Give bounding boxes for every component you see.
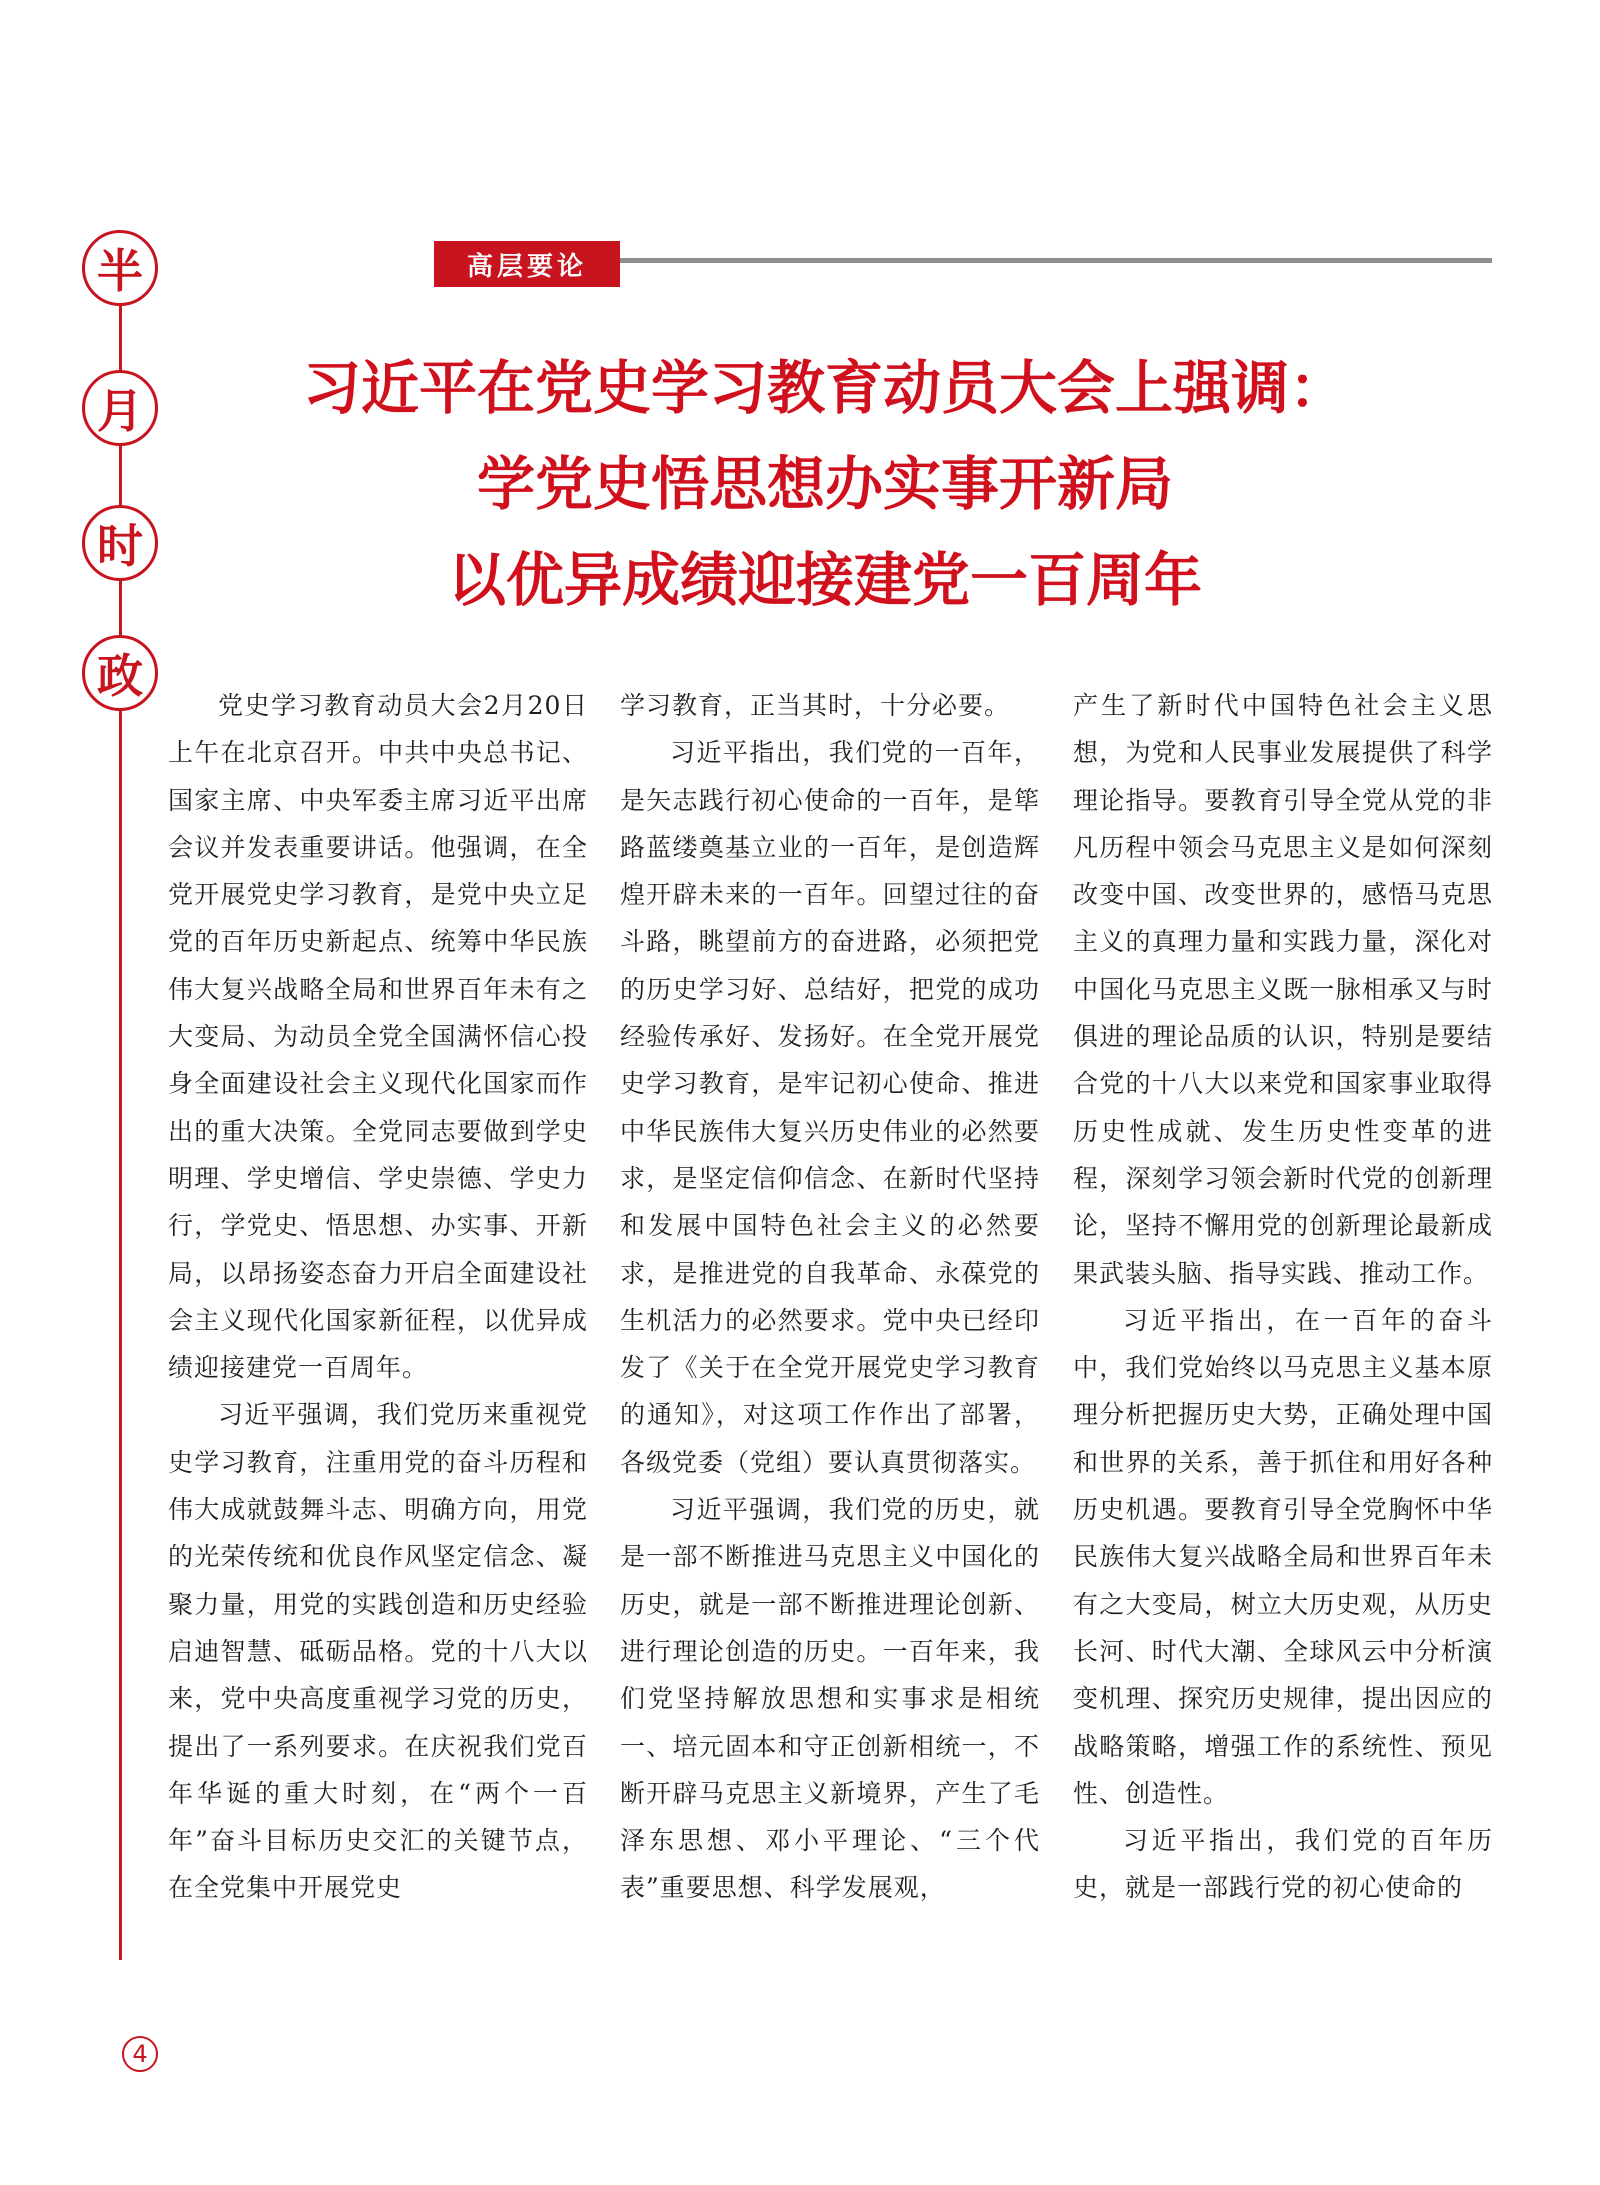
title-line-2: 学党史悟思想办实事开新局 [476,450,1173,518]
paragraph-continued: 学习教育，正当其时，十分必要。 [620,691,1011,720]
section-tag-rule [620,258,1492,263]
title-line-1: 习近平在党史学习教育动员大会上强调： [302,354,1347,422]
title-line-3: 以优异成绩迎接建党一百周年 [447,546,1202,614]
article-title [160,340,1490,628]
paragraph: 党史学习教育动员大会2月20日上午在北京召开。中共中央总书记、国家主席、中央军委主席习近平出席会议并发表重要讲话。他强调，在全党开展党史学习教育，是党中央立足党的百年历史新起点、统筹中华民族伟大复兴战略全局和世界百年未有之大变局、为动员全党全国满怀信心投身全面建设社会主义现代化国家而作出的重大决策。全党同志要做到学史明理、学史增信、学史崇德、学史力行，学党史、悟思想、办实事、开新局，以昂扬姿态奋力开启全面建设社会主义现代化国家新征程，以优异成绩迎接建党一百周年。 [168,691,588,1383]
paragraph-continued: 产生了新时代中国特色社会主义思想，为党和人民事业发展提供了科学理论指导。要教育引导全党从党的非凡历程中领会马克思主义是如何深刻改变中国、改变世界的，感悟马克思主义的真理力量和实践力量，深化对中国化马克思主义既一脉相承又与时俱进的理论品质的认识，特别是要结合党的十八大以来党和国家事业取得历史性成就、发生历史性变革的进程，深刻学习领会新时代党的创新理论，坚持不懈用党的创新理论最新成果武装头脑、指导实践、推动工作。 [1073,691,1493,1288]
text-column-3 [1073,682,1493,1982]
sidebar-char-1: 半 [82,230,158,306]
paragraph: 习近平指出，我们党的百年历史，就是一部践行党的初心使命的 [1073,1826,1493,1903]
sidebar-char-3: 时 [82,505,158,581]
page-number: 4 [122,2036,158,2072]
text-column-1 [168,682,588,1982]
text-column-2 [620,682,1040,1982]
paragraph: 习近平指出，在一百年的奋斗中，我们党始终以马克思主义基本原理分析把握历史大势，正确处理中国和世界的关系，善于抓住和用好各种历史机遇。要教育引导全党胸怀中华民族伟大复兴战略全局和世界百年未有之大变局，树立大历史观，从历史长河、时代大潮、全球风云中分析演变机理、探究历史规律，提出因应的战略策略，增强工作的系统性、预见性、创造性。 [1073,1305,1493,1808]
sidebar-char-2: 月 [82,370,158,446]
paragraph: 习近平强调，我们党历来重视党史学习教育，注重用党的奋斗历程和伟大成就鼓舞斗志、明确方向，用党的光荣传统和优良作风坚定信念、凝聚力量，用党的实践创造和历史经验启迪智慧、砥砺品格。党的十八大以来，党中央高度重视学习党的历史，提出了一系列要求。在庆祝我们党百年华诞的重大时刻，在“两个一百年”奋斗目标历史交汇的关键节点，在全党集中开展党史 [168,1400,588,1903]
paragraph: 习近平强调，我们党的历史，就是一部不断推进马克思主义中国化的历史，就是一部不断推进理论创新、进行理论创造的历史。一百年来，我们党坚持解放思想和实事求是相统一、培元固本和守正创新相统一，不断开辟马克思主义新境界，产生了毛泽东思想、邓小平理论、“三个代表”重要思想、科学发展观， [620,1495,1040,1903]
paragraph: 习近平指出，我们党的一百年，是矢志践行初心使命的一百年，是筚路蓝缕奠基立业的一百年，是创造辉煌开辟未来的一百年。回望过往的奋斗路，眺望前方的奋进路，必须把党的历史学习好、总结好，把党的成功经验传承好、发扬好。在全党开展党史学习教育，是牢记初心使命、推进中华民族伟大复兴历史伟业的必然要求，是坚定信仰信念、在新时代坚持和发展中国特色社会主义的必然要求，是推进党的自我革命、永葆党的生机活力的必然要求。党中央已经印发了《关于在全党开展党史学习教育的通知》，对这项工作作出了部署，各级党委（党组）要认真贯彻落实。 [620,738,1040,1477]
section-tag: 高层要论 [434,241,620,287]
sidebar-char-4: 政 [82,635,158,711]
